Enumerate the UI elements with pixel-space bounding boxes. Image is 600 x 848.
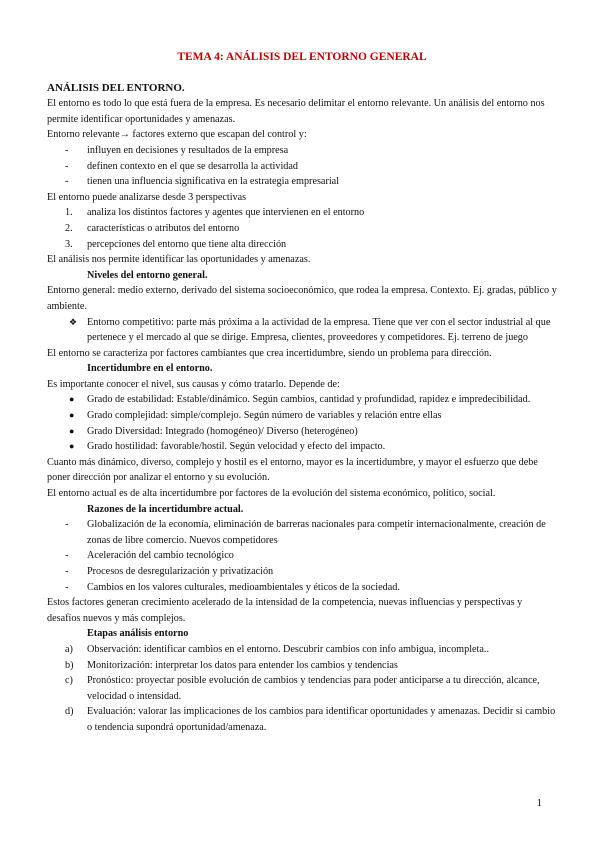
uncertainty-outro-2: El entorno actual es de alta incertidumbre por factores de la evolución del sistema económico, político, social. bbox=[47, 488, 496, 500]
stages-heading: Etapas análisis entorno bbox=[87, 628, 189, 640]
reasons-heading: Razones de la incertidumbre actual. bbox=[87, 503, 244, 515]
dash-marker: - bbox=[65, 144, 69, 156]
competitive-list bbox=[47, 315, 557, 346]
bullet-icon: ● bbox=[69, 425, 75, 436]
letter-marker: c) bbox=[65, 675, 73, 687]
list-item: - Aceleración del cambio tecnológico bbox=[47, 548, 557, 564]
list-item: - Procesos de desregularización y privatización bbox=[47, 564, 557, 580]
levels-outro: El entorno se caracteriza por factores cambiantes que crea incertidumbre, siendo un problema para dirección. bbox=[47, 347, 492, 359]
list-item: ● Grado hostilidad: favorable/hostil. Según velocidad y efecto del impacto. bbox=[47, 439, 557, 455]
list-item: 2. características o atributos del entorno bbox=[47, 221, 557, 237]
list-item: ❖ Entorno competitivo: parte más próxima a la actividad de la empresa. Tiene que ver con el sector industrial al que pertenece y el mercado al que se dirige. Empresa, clientes, proveedores y competidores. Ej. terreno de juego bbox=[47, 315, 557, 346]
number-marker: 3. bbox=[65, 238, 73, 250]
list-item: ● Grado de estabilidad: Estable/dinámico. Según cambios, cantidad y profundidad, rapidez e impredecibilidad. bbox=[47, 392, 557, 408]
list-item: ● Grado Diversidad: Integrado (homogéneo)/ Diverso (heterogéneo) bbox=[47, 424, 557, 440]
list-item: - Globalización de la economía, eliminación de barreras nacionales para competir internacionalmente, creación de zonas de libre comercio. Nuevos competidores bbox=[47, 517, 557, 548]
dash-marker: - bbox=[65, 566, 69, 577]
number-marker: 2. bbox=[65, 222, 73, 234]
perspectives-intro: El entorno puede analizarse desde 3 perspectivas bbox=[47, 191, 247, 203]
uncertainty-heading: Incertidumbre en el entorno. bbox=[87, 363, 213, 375]
letter-marker: a) bbox=[65, 643, 73, 655]
list-item: - influyen en decisiones y resultados de la empresa bbox=[47, 143, 557, 159]
reasons-list bbox=[47, 517, 557, 595]
perspectives-outro: El análisis nos permite identificar las oportunidades y amenazas. bbox=[47, 254, 311, 266]
page-number: 1 bbox=[536, 797, 542, 809]
list-item: ● Grado complejidad: simple/complejo. Según número de variables y relación entre ellas bbox=[47, 408, 557, 424]
page-content bbox=[47, 50, 557, 736]
uncertainty-intro: Es importante conocer el nivel, sus causas y cómo tratarlo. Depende de: bbox=[47, 378, 340, 390]
dash-marker: - bbox=[65, 160, 69, 172]
dash-marker: - bbox=[65, 519, 69, 531]
relevant-list bbox=[47, 143, 557, 190]
general-environment-paragraph: Entorno general: medio externo, derivado del sistema socioeconómico, que rodea la empresa. Contexto. Ej. gradas, público y ambiente. bbox=[47, 285, 557, 312]
document-title: TEMA 4: ANÁLISIS DEL ENTORNO GENERAL bbox=[177, 51, 427, 63]
list-item: 3. percepciones del entorno que tiene alta dirección bbox=[47, 237, 557, 253]
list-item: b) Monitorización: interpretar los datos para entender los cambios y tendencias bbox=[47, 658, 557, 674]
list-item: - definen contexto en el que se desarrolla la actividad bbox=[47, 159, 557, 175]
levels-heading: Niveles del entorno general. bbox=[87, 269, 208, 281]
number-marker: 1. bbox=[65, 207, 73, 219]
uncertainty-list bbox=[47, 392, 557, 454]
letter-marker: d) bbox=[65, 706, 74, 718]
bullet-icon: ● bbox=[69, 441, 75, 452]
list-item: c) Pronóstico: proyectar posible evolución de cambios y tendencias para poder anticiparse a tu dirección, alcance, velocidad o intensidad. bbox=[47, 673, 557, 704]
reasons-outro: Estos factores generan crecimiento acelerado de la intensidad de la competencia, nuevas influencias y perspectivas y desafíos nuevos y más complejos. bbox=[47, 597, 523, 624]
uncertainty-outro-1: Cuanto más dinámico, diverso, complejo y hostil es el entorno, mayor es la incertidumbre, y mayor el esfuerzo que debe poner dirección por analizar el entorno y su evolución. bbox=[47, 456, 538, 484]
letter-marker: b) bbox=[65, 659, 74, 671]
list-item: a) Observación: identificar cambios en el entorno. Descubrir cambios con info ambigua, incompleta.. bbox=[47, 642, 557, 658]
list-item: d) Evaluación: valorar las implicaciones de los cambios para identificar oportunidades y amenazas. Decidir si cambio o tendencia supondrá oportunidad/amenaza. bbox=[47, 704, 557, 735]
dash-marker: - bbox=[65, 581, 69, 593]
stages-list bbox=[47, 642, 557, 736]
list-item: - tienen una influencia significativa en la estrategia empresarial bbox=[47, 174, 557, 190]
bullet-icon: ● bbox=[69, 394, 75, 405]
list-item: - Cambios en los valores culturales, medioambientales y éticos de la sociedad. bbox=[47, 580, 557, 596]
perspectives-list bbox=[47, 205, 557, 252]
list-item: 1. analiza los distintos factores y agentes que intervienen en el entorno bbox=[47, 205, 557, 221]
diamond-bullet-icon: ❖ bbox=[69, 316, 78, 327]
dash-marker: - bbox=[65, 176, 69, 188]
relevant-intro: Entorno relevante→ factores externo que escapan del control y: bbox=[47, 129, 307, 141]
dash-marker: - bbox=[65, 550, 69, 562]
intro-paragraph: El entorno es todo lo que está fuera de la empresa. Es necesario delimitar el entorno relevante. Un análisis del entorno nos permite identificar oportunidades y amenazas. bbox=[47, 98, 545, 125]
bullet-icon: ● bbox=[69, 410, 75, 421]
section-heading: ANÁLISIS DEL ENTORNO. bbox=[47, 81, 185, 94]
